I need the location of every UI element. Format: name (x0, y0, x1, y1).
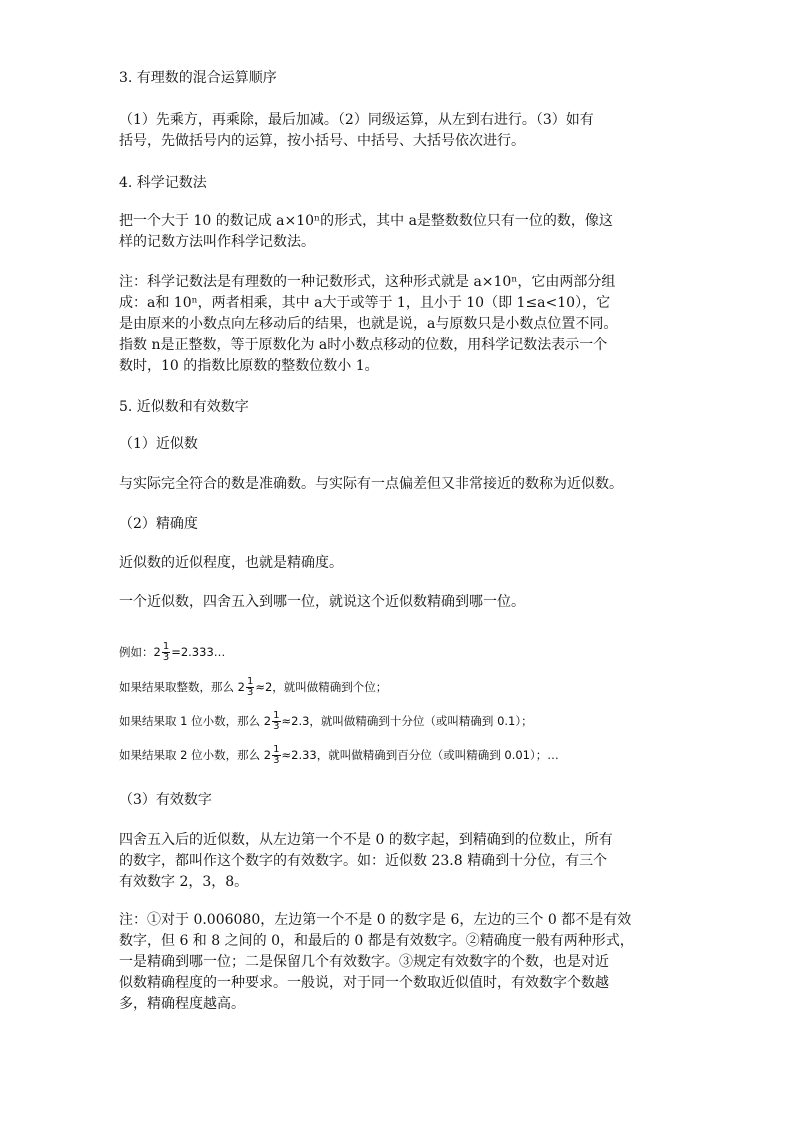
fraction: $\frac{1}{3}$ (246, 676, 254, 698)
note-paragraph: 注：科学记数法是有理数的一种记数形式，这种形式就是 a×10ⁿ，它由两部分组 (119, 274, 616, 290)
paragraph: 有效数字 2，3，8。 (119, 874, 249, 890)
subheading: （1）近似数 (119, 436, 198, 452)
fraction: $\frac{1}{3}$ (162, 641, 170, 663)
example-line: 如果结果取 2 位小数，那么 2 $\frac{1}{3}$ ≈2.33，就叫做精确到百分位（或叫精确到 0.01）；… (119, 744, 559, 766)
fraction: $\frac{1}{3}$ (273, 744, 280, 766)
subheading: （3）有效数字 (119, 792, 212, 808)
example-line: 例如：2 $\frac{1}{3}$ =2.333… (119, 641, 226, 663)
paragraph: 把一个大于 10 的数记成 a×10ⁿ的形式，其中 a是整数数位只有一位的数，像这 (119, 213, 613, 229)
note-paragraph: 多，精确程度越高。 (119, 996, 245, 1012)
paragraph: 四舍五入后的近似数，从左边第一个不是 0 的数字起，到精确到的位数止，所有 (119, 832, 613, 848)
paragraph: 括号，先做括号内的运算，按小括号、中括号、大括号依次进行。 (119, 133, 525, 149)
subheading: （2）精确度 (119, 516, 198, 532)
note-paragraph: 一是精确到哪一位；二是保留几个有效数字。③规定有效数字的个数，也是对近 (119, 954, 609, 970)
note-paragraph: 指数 n是正整数，等于原数化为 a时小数点移动的位数，用科学记数法表示一个 (119, 337, 608, 353)
note-paragraph: 是由原来的小数点向左移动后的结果，也就是说，a与原数只是小数点位置不同。 (119, 316, 618, 332)
section-heading-5: 5. 近似数和有效数字 (119, 399, 249, 415)
example-line: 如果结果取整数，那么 2 $\frac{1}{3}$ ≈2，就叫做精确到个位； (119, 676, 388, 698)
note-paragraph: 成：a和 10ⁿ，两者相乘，其中 a大于或等于 1，且小于 10（即 1≤a<10），它 (119, 295, 611, 311)
section-heading-4: 4. 科学记数法 (119, 175, 207, 191)
note-paragraph: 似数精确程度的一种要求。一般说，对于同一个数取近似值时，有效数字个数越 (119, 975, 609, 991)
paragraph: 一个近似数，四舍五入到哪一位，就说这个近似数精确到哪一位。 (119, 594, 525, 610)
fraction: $\frac{1}{3}$ (273, 710, 280, 732)
note-paragraph: 数时，10 的指数比原数的整数位数小 1。 (119, 358, 379, 374)
note-paragraph: 数字，但 6 和 8 之间的 0，和最后的 0 都是有效数字。②精确度一般有两种形式， (119, 933, 634, 949)
section-heading-3: 3. 有理数的混合运算顺序 (119, 70, 277, 86)
note-paragraph: 注：①对于 0.006080，左边第一个不是 0 的数字是 6，左边的三个 0 都不是有效 (119, 912, 632, 928)
paragraph: 近似数的近似程度，也就是精确度。 (119, 555, 343, 571)
paragraph: （1）先乘方，再乘除，最后加减。（2）同级运算，从左到右进行。（3）如有 (119, 112, 594, 128)
paragraph: 样的记数方法叫作科学记数法。 (119, 234, 315, 250)
paragraph: 与实际完全符合的数是准确数。与实际有一点偏差但又非常接近的数称为近似数。 (119, 476, 623, 492)
example-line: 如果结果取 1 位小数，那么 2 $\frac{1}{3}$ ≈2.3，就叫做精确到十分位（或叫精确到 0.1）； (119, 710, 533, 732)
paragraph: 的数字，都叫作这个数字的有效数字。如：近似数 23.8 精确到十分位，有三个 (119, 853, 608, 869)
